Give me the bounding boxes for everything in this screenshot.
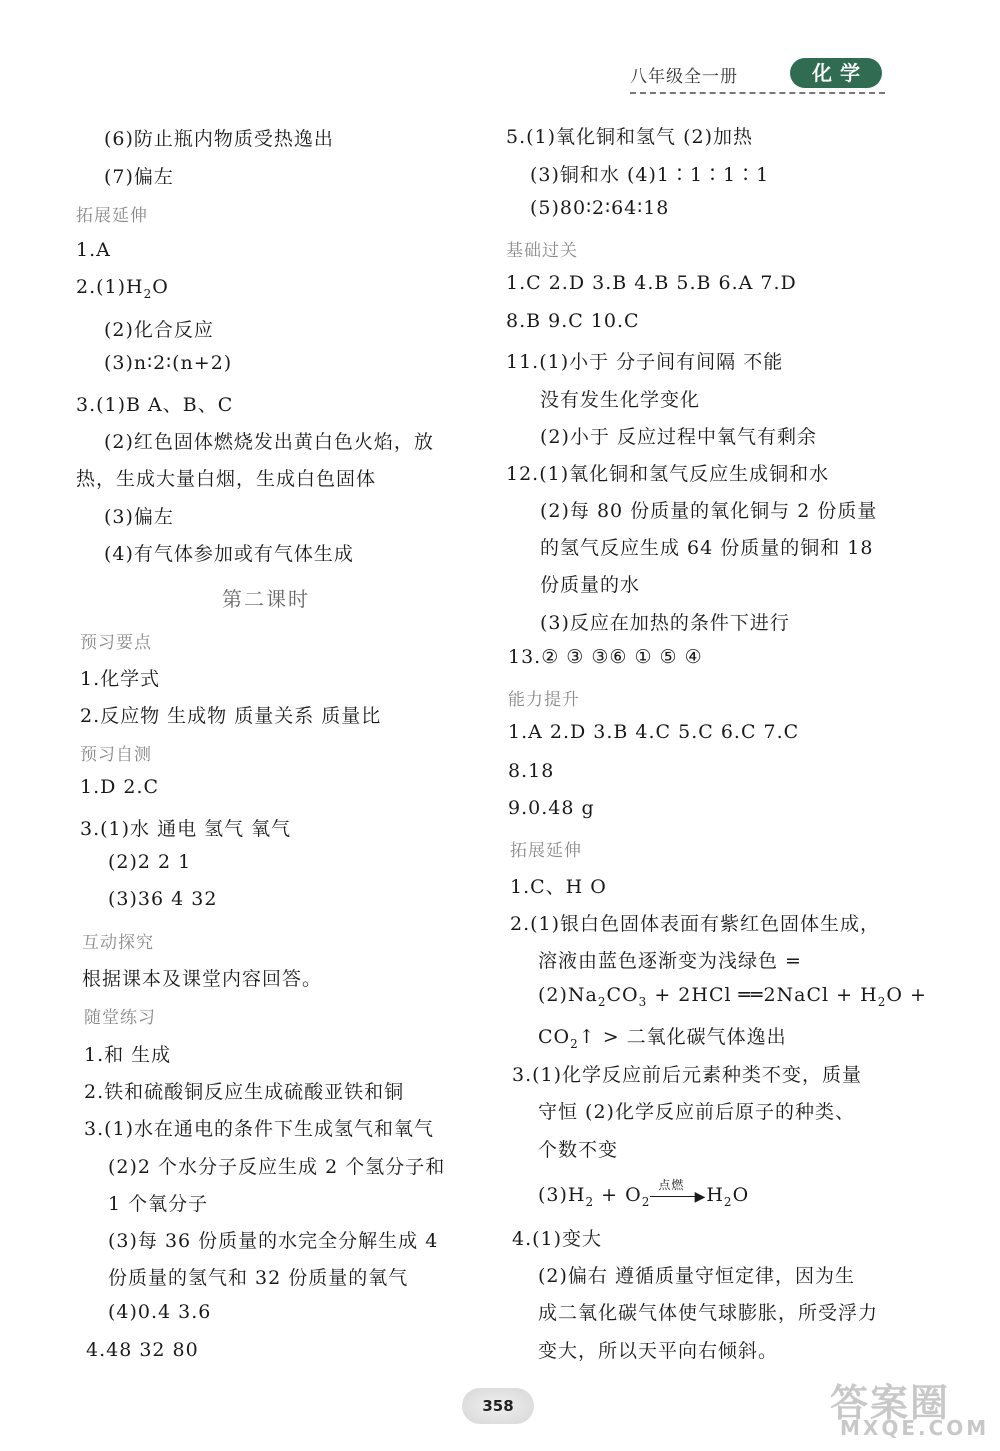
answer-line: 热，生成大量白烟，生成白色固体 [76,468,377,490]
answer-line: (3)偏左 [104,506,174,528]
answer-line: 8.B 9.C 10.C [506,310,640,332]
answer-line: (3)n∶2∶(n+2) [104,352,233,374]
watermark-text: 答案圈 [830,1381,951,1425]
watermark-url: MXQE.COM [840,1416,990,1440]
section-heading: 拓展延伸 [76,206,148,226]
section-heading: 能力提升 [508,690,580,710]
answer-line: 2.反应物 生成物 质量关系 质量比 [80,705,382,727]
section-heading: 拓展延伸 [510,841,582,861]
answer-line: 11.(1)小于 分子间有间隔 不能 [506,351,784,373]
answer-line: (3)铜和水 (4)1∶1∶1∶1 [530,164,770,186]
answer-line: 9.0.48 g [508,797,595,819]
answer-line: 5.(1)氧化铜和氢气 (2)加热 [506,126,753,148]
answer-line: (4)0.4 3.6 [108,1301,212,1323]
answer-line: 份质量的氢气和 32 份质量的氧气 [108,1267,409,1289]
answer-line: 8.18 [508,760,555,782]
answer-line: 1.C、H O [510,876,607,898]
answer-line: 13.② ③ ③⑥ ① ⑤ ④ [508,646,703,668]
answer-line: (2)偏右 遵循质量守恒定律，因为生 [538,1265,855,1287]
answer-line: 1.A 2.D 3.B 4.C 5.C 6.C 7.C [508,721,800,743]
answer-line: 变大，所以天平向右倾斜。 [538,1340,779,1362]
answer-line: (2)2 个水分子反应生成 2 个氢分子和 [108,1156,446,1178]
answer-line: 的氢气反应生成 64 份质量的铜和 18 [540,537,874,559]
answer-line: 2.铁和硫酸铜反应生成硫酸亚铁和铜 [84,1081,405,1103]
answer-line: (2)2 2 1 [108,851,192,873]
answer-line: 成二氧化碳气体使气球膨胀，所受浮力 [538,1302,879,1324]
answer-line: 2.(1)银白色固体表面有紫红色固体生成， [510,913,881,935]
equation-line: $(3)H_2 + O_2$ 点燃 ▶ $H_2O$ [538,1178,750,1209]
section-heading: 互动探究 [82,933,154,953]
page-header [630,58,885,98]
reaction-condition: 点燃 [658,1178,685,1192]
answer-line: 守恒 (2)化学反应前后原子的种类、 [538,1101,855,1123]
answer-line: 1 个氧分子 [108,1193,209,1215]
answer-line: 没有发生化学变化 [540,389,701,411]
answer-line: $2.(1)H_2O$ [76,276,169,301]
answer-line: (2)红色固体燃烧发出黄白色火焰，放 [104,431,434,453]
answer-line: (7)偏左 [104,166,174,188]
answer-line: (4)有气体参加或有气体生成 [104,543,354,565]
header-rule [630,92,885,94]
answer-line: (6)防止瓶内物质受热逸出 [104,128,334,150]
answer-line: (2)小于 反应过程中氧气有剩余 [540,426,817,448]
answer-line: 3.(1)化学反应前后元素种类不变，质量 [512,1064,863,1086]
lesson-title: 第二课时 [222,587,310,611]
answer-line: (2)每 80 份质量的氧化铜与 2 份质量 [540,500,878,522]
answer-line: 4.(1)变大 [512,1228,603,1250]
answer-line: 1.化学式 [80,668,161,690]
answer-line: (2)化合反应 [104,319,214,341]
answer-line: 12.(1)氧化铜和氢气反应生成铜和水 [506,463,830,485]
answer-line: 4.48 32 80 [86,1339,199,1361]
section-heading: 预习自测 [80,745,152,765]
reaction-arrow: 点燃 ▶ [650,1186,706,1206]
page-number: 358 [462,1388,534,1424]
watermark-logo [822,1372,992,1442]
section-heading: 基础过关 [506,241,578,261]
answer-line: 溶液由蓝色逐渐变为浅绿色 = [538,950,802,972]
equation-line: $CO_2↑$ > 二氧化碳气体逸出 [538,1026,787,1051]
answer-line: 1.和 生成 [84,1044,172,1066]
answer-line: 1.A [76,239,111,261]
answer-line: 1.C 2.D 3.B 4.B 5.B 6.A 7.D [506,272,797,294]
equation-line: $(2)Na_2CO_3 + 2HCl$ ══2NaCl + $H_2O$ + [538,984,927,1009]
answer-line: (5)80∶2∶64∶18 [530,197,670,219]
answer-line: 3.(1)水在通电的条件下生成氢气和氧气 [84,1118,435,1140]
answer-line: 根据课本及课堂内容回答。 [82,968,323,990]
answer-line: 3.(1)B A、B、C [76,394,234,416]
answer-line: 份质量的水 [540,574,641,596]
answer-line: (3)反应在加热的条件下进行 [540,612,790,634]
grade-label: 八年级全一册 [630,67,738,87]
answer-line: (3)36 4 32 [108,888,218,910]
answer-line: 3.(1)水 通电 氢气 氧气 [80,818,292,840]
subject-badge: 化学 [790,58,882,88]
answer-line: 1.D 2.C [80,776,160,798]
answer-line: (3)每 36 份质量的水完全分解生成 4 [108,1230,439,1252]
answer-line: 个数不变 [538,1139,619,1161]
section-heading: 预习要点 [80,633,152,653]
section-heading: 随堂练习 [84,1008,156,1028]
